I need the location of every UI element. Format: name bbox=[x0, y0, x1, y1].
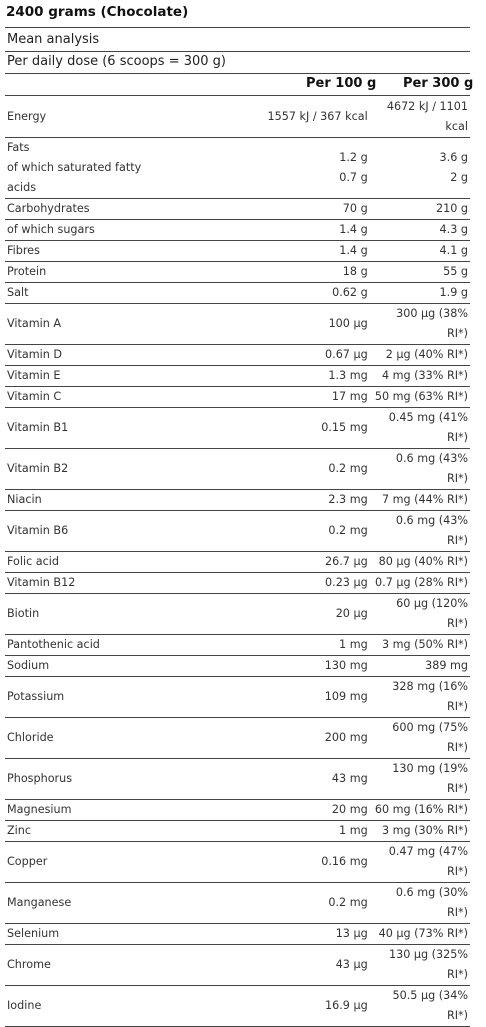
divider bbox=[5, 51, 470, 52]
table-row bbox=[5, 842, 470, 883]
nutrient-name: Copper bbox=[7, 855, 48, 868]
value-per-100g: 2.3 mg bbox=[328, 493, 368, 506]
divider bbox=[5, 73, 470, 74]
nutrient-name: Chloride bbox=[7, 731, 54, 744]
value-per-300g: 0.6 mg (43% RI*) bbox=[395, 514, 468, 547]
value-per-300g bbox=[372, 842, 470, 883]
value-per-300g: 389 mg bbox=[425, 659, 468, 672]
nutrient-name: Energy bbox=[7, 110, 47, 123]
value-per-100g: 0.16 mg bbox=[321, 855, 368, 868]
nutrient-name: Niacin bbox=[7, 493, 42, 506]
value-per-100g: 20 mg bbox=[331, 803, 368, 816]
nutrient-name: Chrome bbox=[7, 958, 51, 971]
value-per-100g: 1 mg bbox=[339, 824, 368, 837]
value-per-100g: 70 g bbox=[342, 202, 368, 215]
nutrient-name: of which sugars bbox=[7, 223, 95, 236]
value-line: RI*) bbox=[446, 865, 468, 878]
daily-dose-label: Per daily dose (6 scoops = 300 g) bbox=[7, 54, 226, 69]
value-per-300g: 300 μg (38% RI*) bbox=[396, 307, 468, 340]
value-per-100g: 200 mg bbox=[324, 731, 368, 744]
value-per-300g: 3 mg (50% RI*) bbox=[381, 638, 468, 651]
nutrient-name: Pantothenic acid bbox=[7, 638, 100, 651]
value-per-300g: 130 mg (19% RI*) bbox=[392, 762, 468, 795]
value-per-100g: 1 mg bbox=[339, 638, 368, 651]
value-per-300g: 4.1 g bbox=[439, 244, 468, 257]
table-row bbox=[5, 594, 470, 635]
nutrient-name: Magnesium bbox=[7, 803, 72, 816]
value-per-100g: 20 μg bbox=[335, 607, 368, 620]
value-per-300g: 0.6 mg (43% RI*) bbox=[395, 452, 468, 485]
table-row bbox=[5, 304, 470, 345]
value-per-300g: 4 mg (33% RI*) bbox=[381, 369, 468, 382]
value-per-100g: 1.4 g bbox=[339, 244, 368, 257]
nutrient-name: Zinc bbox=[7, 824, 32, 837]
value-per-100g: 0.62 g bbox=[332, 286, 368, 299]
value-per-100g: 100 μg bbox=[328, 317, 368, 330]
product-title: 2400 grams (Chocolate) bbox=[6, 4, 189, 20]
table-row bbox=[5, 220, 470, 241]
table-row bbox=[5, 759, 470, 800]
name-line: of which saturated fatty bbox=[7, 161, 142, 174]
value-per-100g: 13 μg bbox=[335, 927, 368, 940]
table-row bbox=[5, 800, 470, 821]
value-per-100g: 1.3 mg bbox=[328, 369, 368, 382]
nutrient-name: Manganese bbox=[7, 896, 72, 909]
value-per-300g: 80 μg (40% RI*) bbox=[378, 555, 468, 568]
table-row bbox=[5, 677, 470, 718]
table-row bbox=[5, 945, 470, 986]
value-per-300g: 328 mg (16% RI*) bbox=[392, 680, 468, 713]
value-per-300g: 0.6 mg (30% RI*) bbox=[395, 886, 468, 919]
value-per-300g: 40 μg (73% RI*) bbox=[378, 927, 468, 940]
value-per-300g: 0.7 μg (28% RI*) bbox=[375, 576, 468, 589]
value-per-300g: 7 mg (44% RI*) bbox=[381, 493, 468, 506]
table-row bbox=[5, 138, 470, 199]
value-per-300g: 2 μg (40% RI*) bbox=[385, 348, 468, 361]
value-per-100g: 17 mg bbox=[331, 390, 368, 403]
value-line: 0.47 mg (47% bbox=[388, 845, 468, 858]
value-per-100g: 0.2 mg bbox=[328, 896, 368, 909]
value-per-100g: 26.7 μg bbox=[325, 555, 368, 568]
value-per-100g: 0.2 mg bbox=[328, 462, 368, 475]
divider bbox=[5, 27, 470, 28]
table-row bbox=[5, 241, 470, 262]
table-row bbox=[5, 718, 470, 759]
value-per-300g bbox=[372, 138, 470, 199]
table-row bbox=[5, 552, 470, 573]
divider bbox=[5, 95, 470, 96]
value-line: 3.6 g bbox=[439, 151, 468, 164]
value-per-100g: 43 μg bbox=[335, 958, 368, 971]
table-row bbox=[5, 345, 470, 366]
table-row bbox=[5, 821, 470, 842]
table-row bbox=[5, 366, 470, 387]
value-per-300g: 60 μg (120% RI*) bbox=[396, 597, 468, 630]
value-per-300g: 130 μg (325% RI*) bbox=[388, 948, 468, 981]
nutrient-name: Iodine bbox=[7, 999, 42, 1012]
value-line: 1.2 g bbox=[339, 151, 368, 164]
value-per-300g: 4.3 g bbox=[439, 223, 468, 236]
table-row bbox=[5, 97, 470, 138]
table-row bbox=[5, 490, 470, 511]
value-per-300g bbox=[372, 97, 470, 138]
table-row bbox=[5, 635, 470, 656]
value-per-100g: 1.4 g bbox=[339, 223, 368, 236]
value-per-300g: 1.9 g bbox=[439, 286, 468, 299]
value-line: 2 g bbox=[450, 171, 468, 184]
mean-analysis-label: Mean analysis bbox=[7, 32, 100, 47]
value-per-300g: 50.5 μg (34% RI*) bbox=[392, 989, 468, 1022]
nutrient-name: Folic acid bbox=[7, 555, 60, 568]
table-row bbox=[5, 924, 470, 945]
nutrient-name: Vitamin B1 bbox=[7, 421, 69, 434]
value-per-300g: 3 mg (30% RI*) bbox=[381, 824, 468, 837]
nutrient-name bbox=[5, 138, 258, 199]
table-row bbox=[5, 449, 470, 490]
name-line: Fats bbox=[7, 141, 30, 154]
table-row bbox=[5, 283, 470, 304]
value-line: 0.7 g bbox=[339, 171, 368, 184]
table-row bbox=[5, 573, 470, 594]
name-line: acids bbox=[7, 181, 37, 194]
value-per-300g: 60 mg (16% RI*) bbox=[374, 803, 468, 816]
nutrient-name: Sodium bbox=[7, 659, 50, 672]
value-per-100g: 0.67 μg bbox=[325, 348, 368, 361]
nutrition-table bbox=[5, 97, 470, 1027]
nutrient-name: Vitamin D bbox=[7, 348, 63, 361]
nutrient-name: Carbohydrates bbox=[7, 202, 90, 215]
value-line: 4672 kJ / 1101 bbox=[386, 100, 468, 113]
nutrient-name: Potassium bbox=[7, 690, 65, 703]
nutrient-name: Phosphorus bbox=[7, 772, 73, 785]
nutrient-name: Vitamin A bbox=[7, 317, 62, 330]
value-per-100g: 0.15 mg bbox=[321, 421, 368, 434]
value-per-100g bbox=[258, 138, 372, 199]
value-per-300g: 50 mg (63% RI*) bbox=[374, 390, 468, 403]
nutrient-name: Fibres bbox=[7, 244, 40, 257]
nutrient-name: Selenium bbox=[7, 927, 60, 940]
value-line: kcal bbox=[445, 120, 468, 133]
value-per-300g: 600 mg (75% RI*) bbox=[392, 721, 468, 754]
value-per-100g: 0.23 μg bbox=[325, 576, 368, 589]
table-row bbox=[5, 262, 470, 283]
nutrient-name: Vitamin C bbox=[7, 390, 62, 403]
value-per-300g: 0.45 mg (41% RI*) bbox=[388, 411, 468, 444]
table-row bbox=[5, 387, 470, 408]
nutrient-name: Vitamin B6 bbox=[7, 524, 69, 537]
table-row bbox=[5, 883, 470, 924]
value-per-100g: 43 mg bbox=[331, 772, 368, 785]
value-per-300g: 55 g bbox=[443, 265, 468, 278]
nutrient-name: Biotin bbox=[7, 607, 40, 620]
nutrient-name: Protein bbox=[7, 265, 47, 278]
table-row bbox=[5, 656, 470, 677]
table-row bbox=[5, 408, 470, 449]
value-per-300g: 210 g bbox=[435, 202, 468, 215]
value-per-100g: 109 mg bbox=[324, 690, 368, 703]
nutrient-name: Vitamin B2 bbox=[7, 462, 69, 475]
value-per-100g: 1557 kJ / 367 kcal bbox=[267, 110, 368, 123]
value-per-100g: 130 mg bbox=[324, 659, 368, 672]
column-header-per-300g: Per 300 g bbox=[403, 76, 474, 91]
nutrient-name: Vitamin B12 bbox=[7, 576, 76, 589]
value-per-100g: 0.2 mg bbox=[328, 524, 368, 537]
value-per-100g: 16.9 μg bbox=[325, 999, 368, 1012]
nutrient-name: Salt bbox=[7, 286, 29, 299]
table-row bbox=[5, 986, 470, 1027]
table-row bbox=[5, 199, 470, 220]
column-header-per-100g: Per 100 g bbox=[306, 76, 377, 91]
nutrient-name: Vitamin E bbox=[7, 369, 61, 382]
table-row bbox=[5, 511, 470, 552]
value-per-100g: 18 g bbox=[342, 265, 368, 278]
